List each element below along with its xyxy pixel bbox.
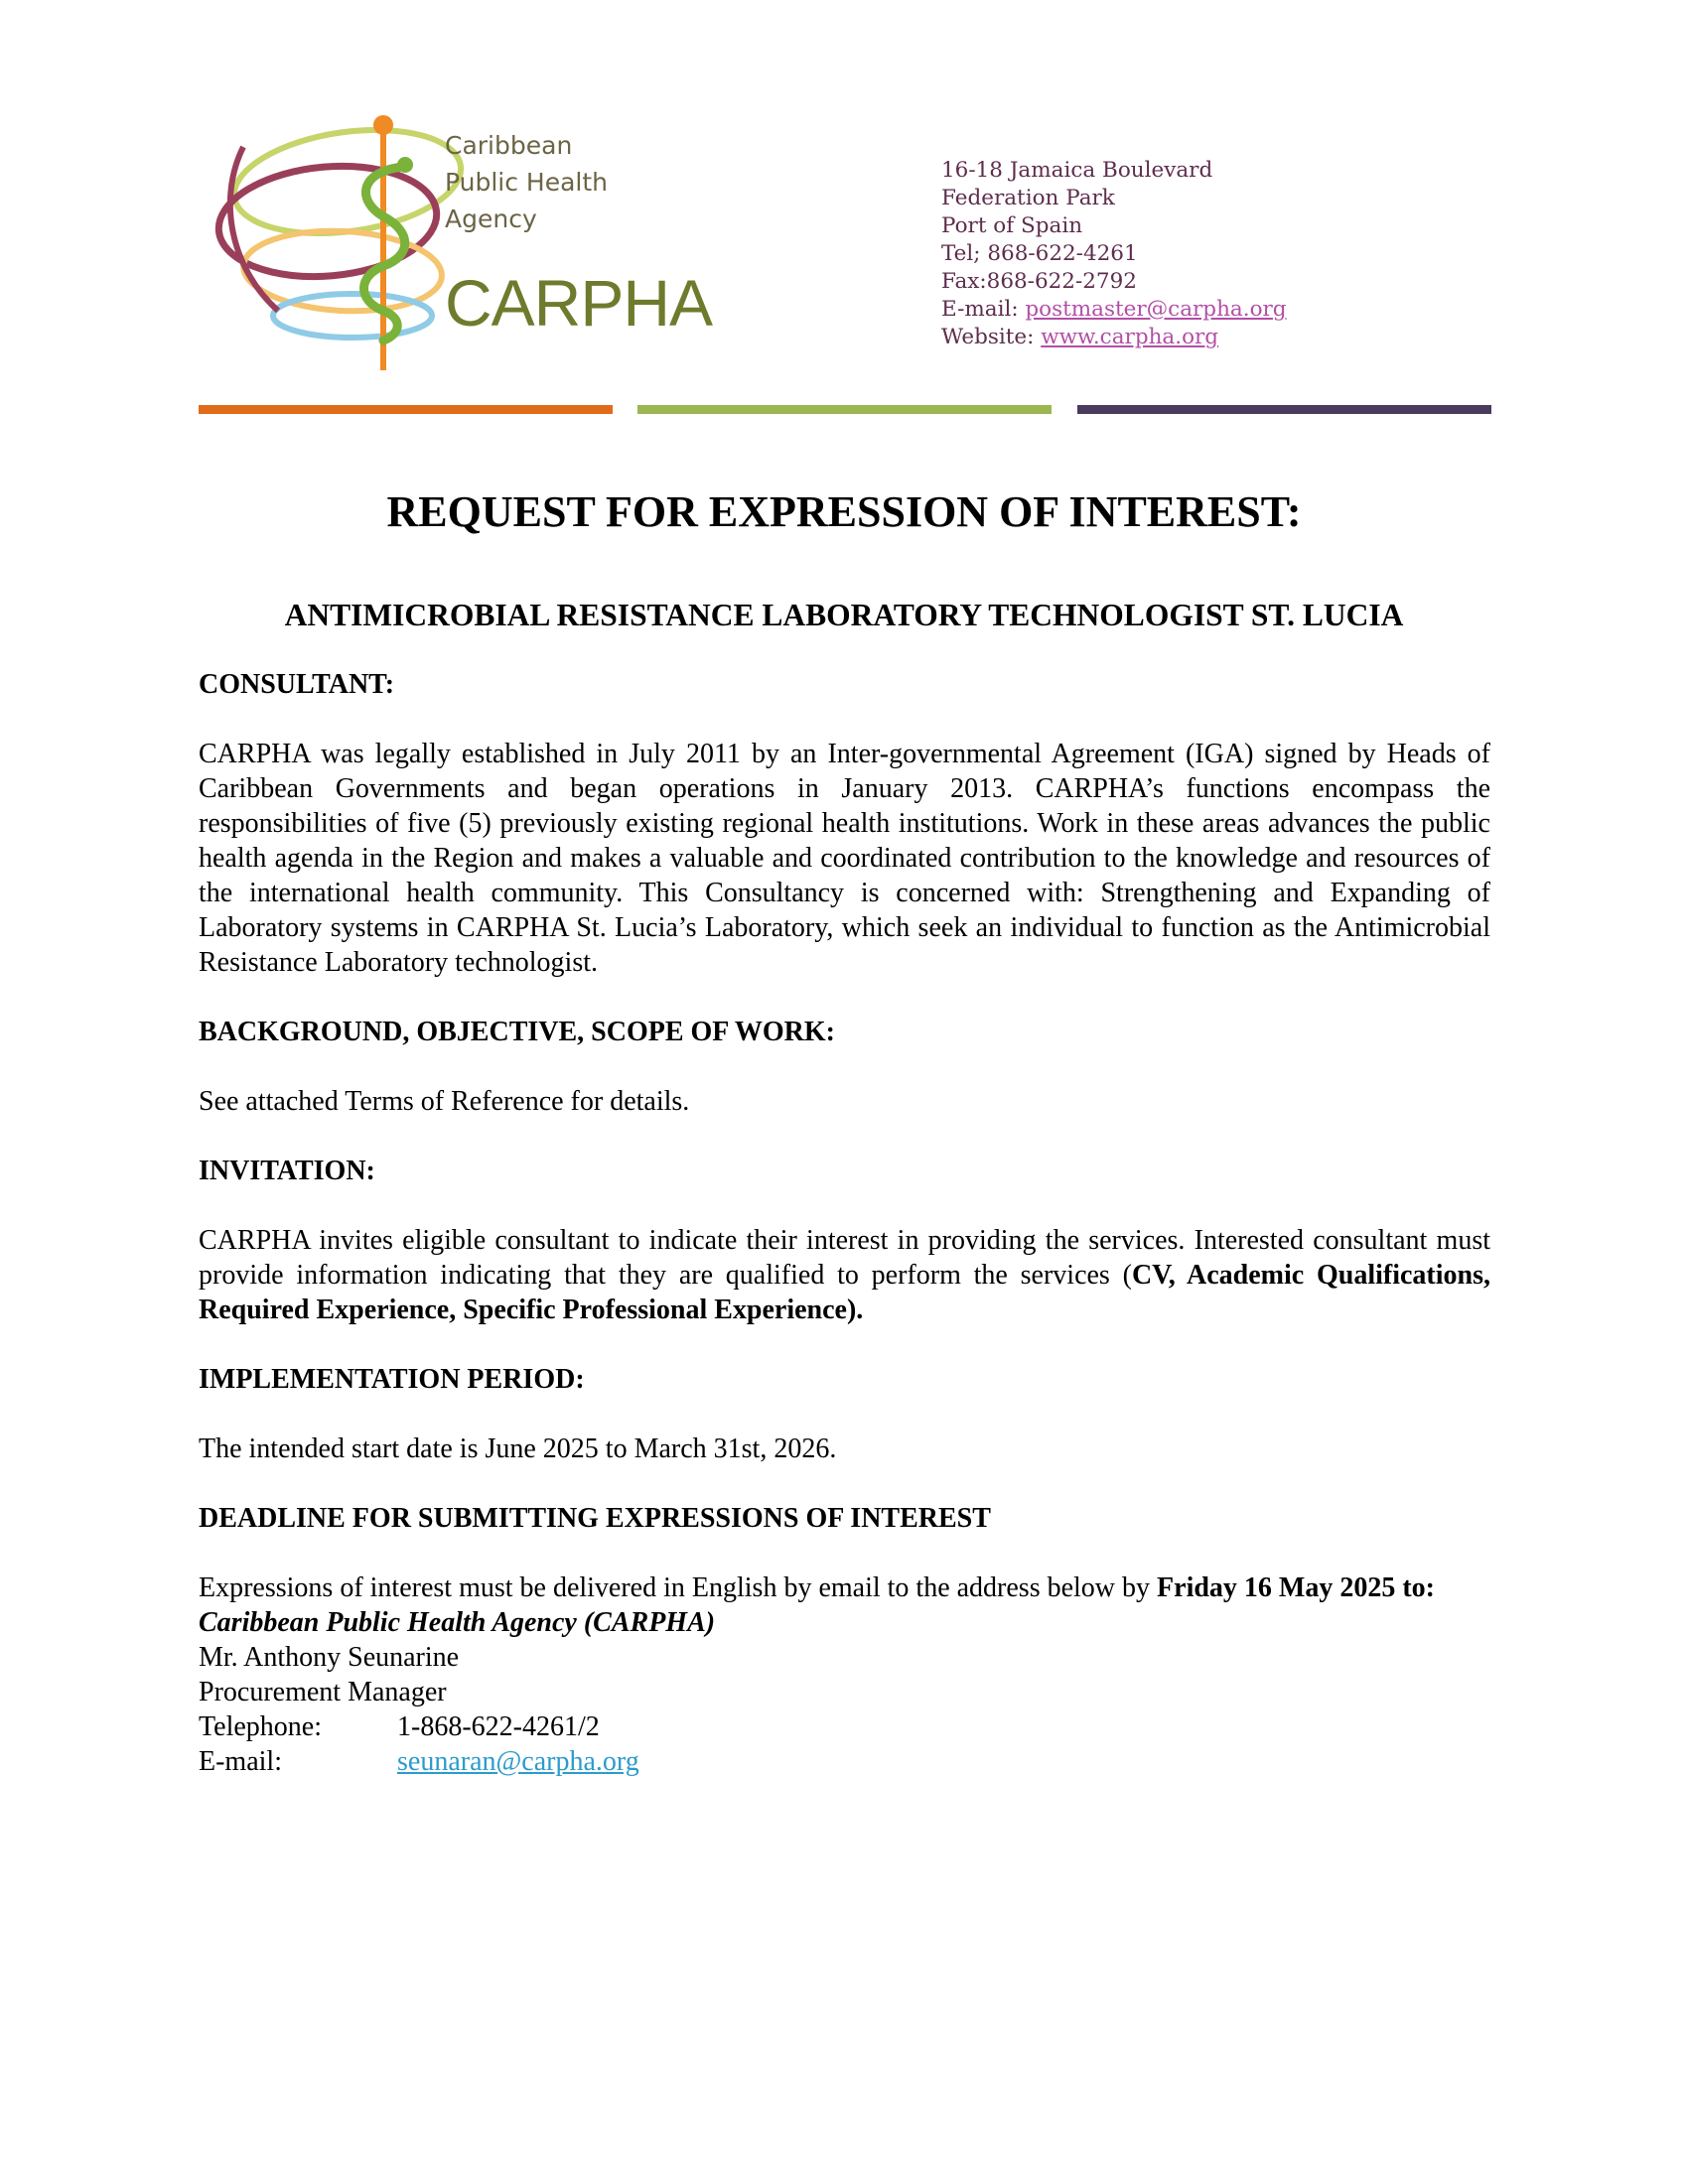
org-name xyxy=(445,127,608,237)
invitation-text: CARPHA invites eligible consultant to indicate their interest in providing the services. Interested consultant must provide information indicating that they are qualified to perform the services ( xyxy=(199,1225,1490,1291)
document-body xyxy=(199,667,1490,1779)
page-title: REQUEST FOR EXPRESSION OF INTEREST: xyxy=(386,487,1302,536)
fax: Fax:868-622-2792 xyxy=(941,269,1137,294)
divider-green xyxy=(637,405,1052,414)
page-subtitle: ANTIMICROBIAL RESISTANCE LABORATORY TECHNOLOGIST ST. LUCIA xyxy=(284,598,1404,632)
org-line-1: Caribbean xyxy=(445,131,573,160)
telephone-label: Telephone: xyxy=(199,1711,322,1742)
consultant-text: CARPHA was legally established in July 2011 by an Inter-governmental Agreement (IGA) signed by Heads of Caribbean Governments and began operations in January 2013. CARPHA’s functions encompass the responsibilities of five (5) previously existing regional health institutions. Work in these areas advances the public health agenda in the Region and makes a valuable and coordinated contribution to the knowledge and resources of the international health community. This Consultancy is concerned with: Strengthening and Expanding of Laboratory systems in CARPHA St. Lucia’s Laboratory, which seek an individual to function as the Antimicrobial Resistance Laboratory technologist. xyxy=(199,739,1490,978)
address-line-3: Port of Spain xyxy=(941,213,1083,238)
address-line-2: Federation Park xyxy=(941,186,1115,210)
background-heading: BACKGROUND, OBJECTIVE, SCOPE OF WORK: xyxy=(199,1017,835,1047)
contact-name: Mr. Anthony Seunarine xyxy=(199,1642,460,1673)
website-label: Website: xyxy=(941,325,1042,349)
background-text: See attached Terms of Reference for details. xyxy=(199,1086,690,1117)
telephone: Tel; 868-622-4261 xyxy=(941,241,1138,266)
implementation-heading: IMPLEMENTATION PERIOD: xyxy=(199,1364,585,1395)
deadline-paragraph xyxy=(199,1570,1490,1605)
email-row xyxy=(941,296,1287,324)
consultant-heading: CONSULTANT: xyxy=(199,669,395,700)
telephone-row xyxy=(199,1709,1490,1744)
invitation-paragraph xyxy=(199,1223,1490,1327)
contact-email-link[interactable]: seunaran@carpha.org xyxy=(397,1746,639,1777)
implementation-text: The intended start date is June 2025 to March 31st, 2026. xyxy=(199,1433,837,1464)
contact-org-name: Caribbean Public Health Agency (CARPHA) xyxy=(199,1607,716,1638)
deadline-heading: DEADLINE FOR SUBMITTING EXPRESSIONS OF INTEREST xyxy=(199,1503,991,1534)
deadline-text: Expressions of interest must be delivered in English by email to the address below by xyxy=(199,1572,1158,1603)
divider-orange xyxy=(199,405,613,414)
contact-email-label: E-mail: xyxy=(199,1746,282,1777)
email-link[interactable]: postmaster@carpha.org xyxy=(1025,297,1287,322)
contact-email-row xyxy=(199,1744,1490,1779)
org-line-3: Agency xyxy=(445,205,537,233)
invitation-heading: INVITATION: xyxy=(199,1156,375,1186)
address-line-1: 16-18 Jamaica Boulevard xyxy=(941,158,1213,183)
email-label: E-mail: xyxy=(941,297,1026,322)
divider-purple xyxy=(1077,405,1491,414)
contact-block xyxy=(941,157,1287,351)
contact-organization xyxy=(199,1605,1490,1640)
telephone-value: 1-868-622-4261/2 xyxy=(397,1711,600,1742)
contact-title: Procurement Manager xyxy=(199,1677,447,1707)
website-link[interactable]: www.carpha.org xyxy=(1041,325,1219,349)
brand-wordmark: CARPHA xyxy=(445,266,713,340)
website-row xyxy=(941,324,1287,351)
invitation-requirements: CV, Academic Qualifications, Required Experience, Specific Professional Experience). xyxy=(199,1260,1490,1325)
deadline-date: Friday 16 May 2025 to: xyxy=(1157,1572,1435,1603)
org-line-2: Public Health xyxy=(445,168,609,197)
